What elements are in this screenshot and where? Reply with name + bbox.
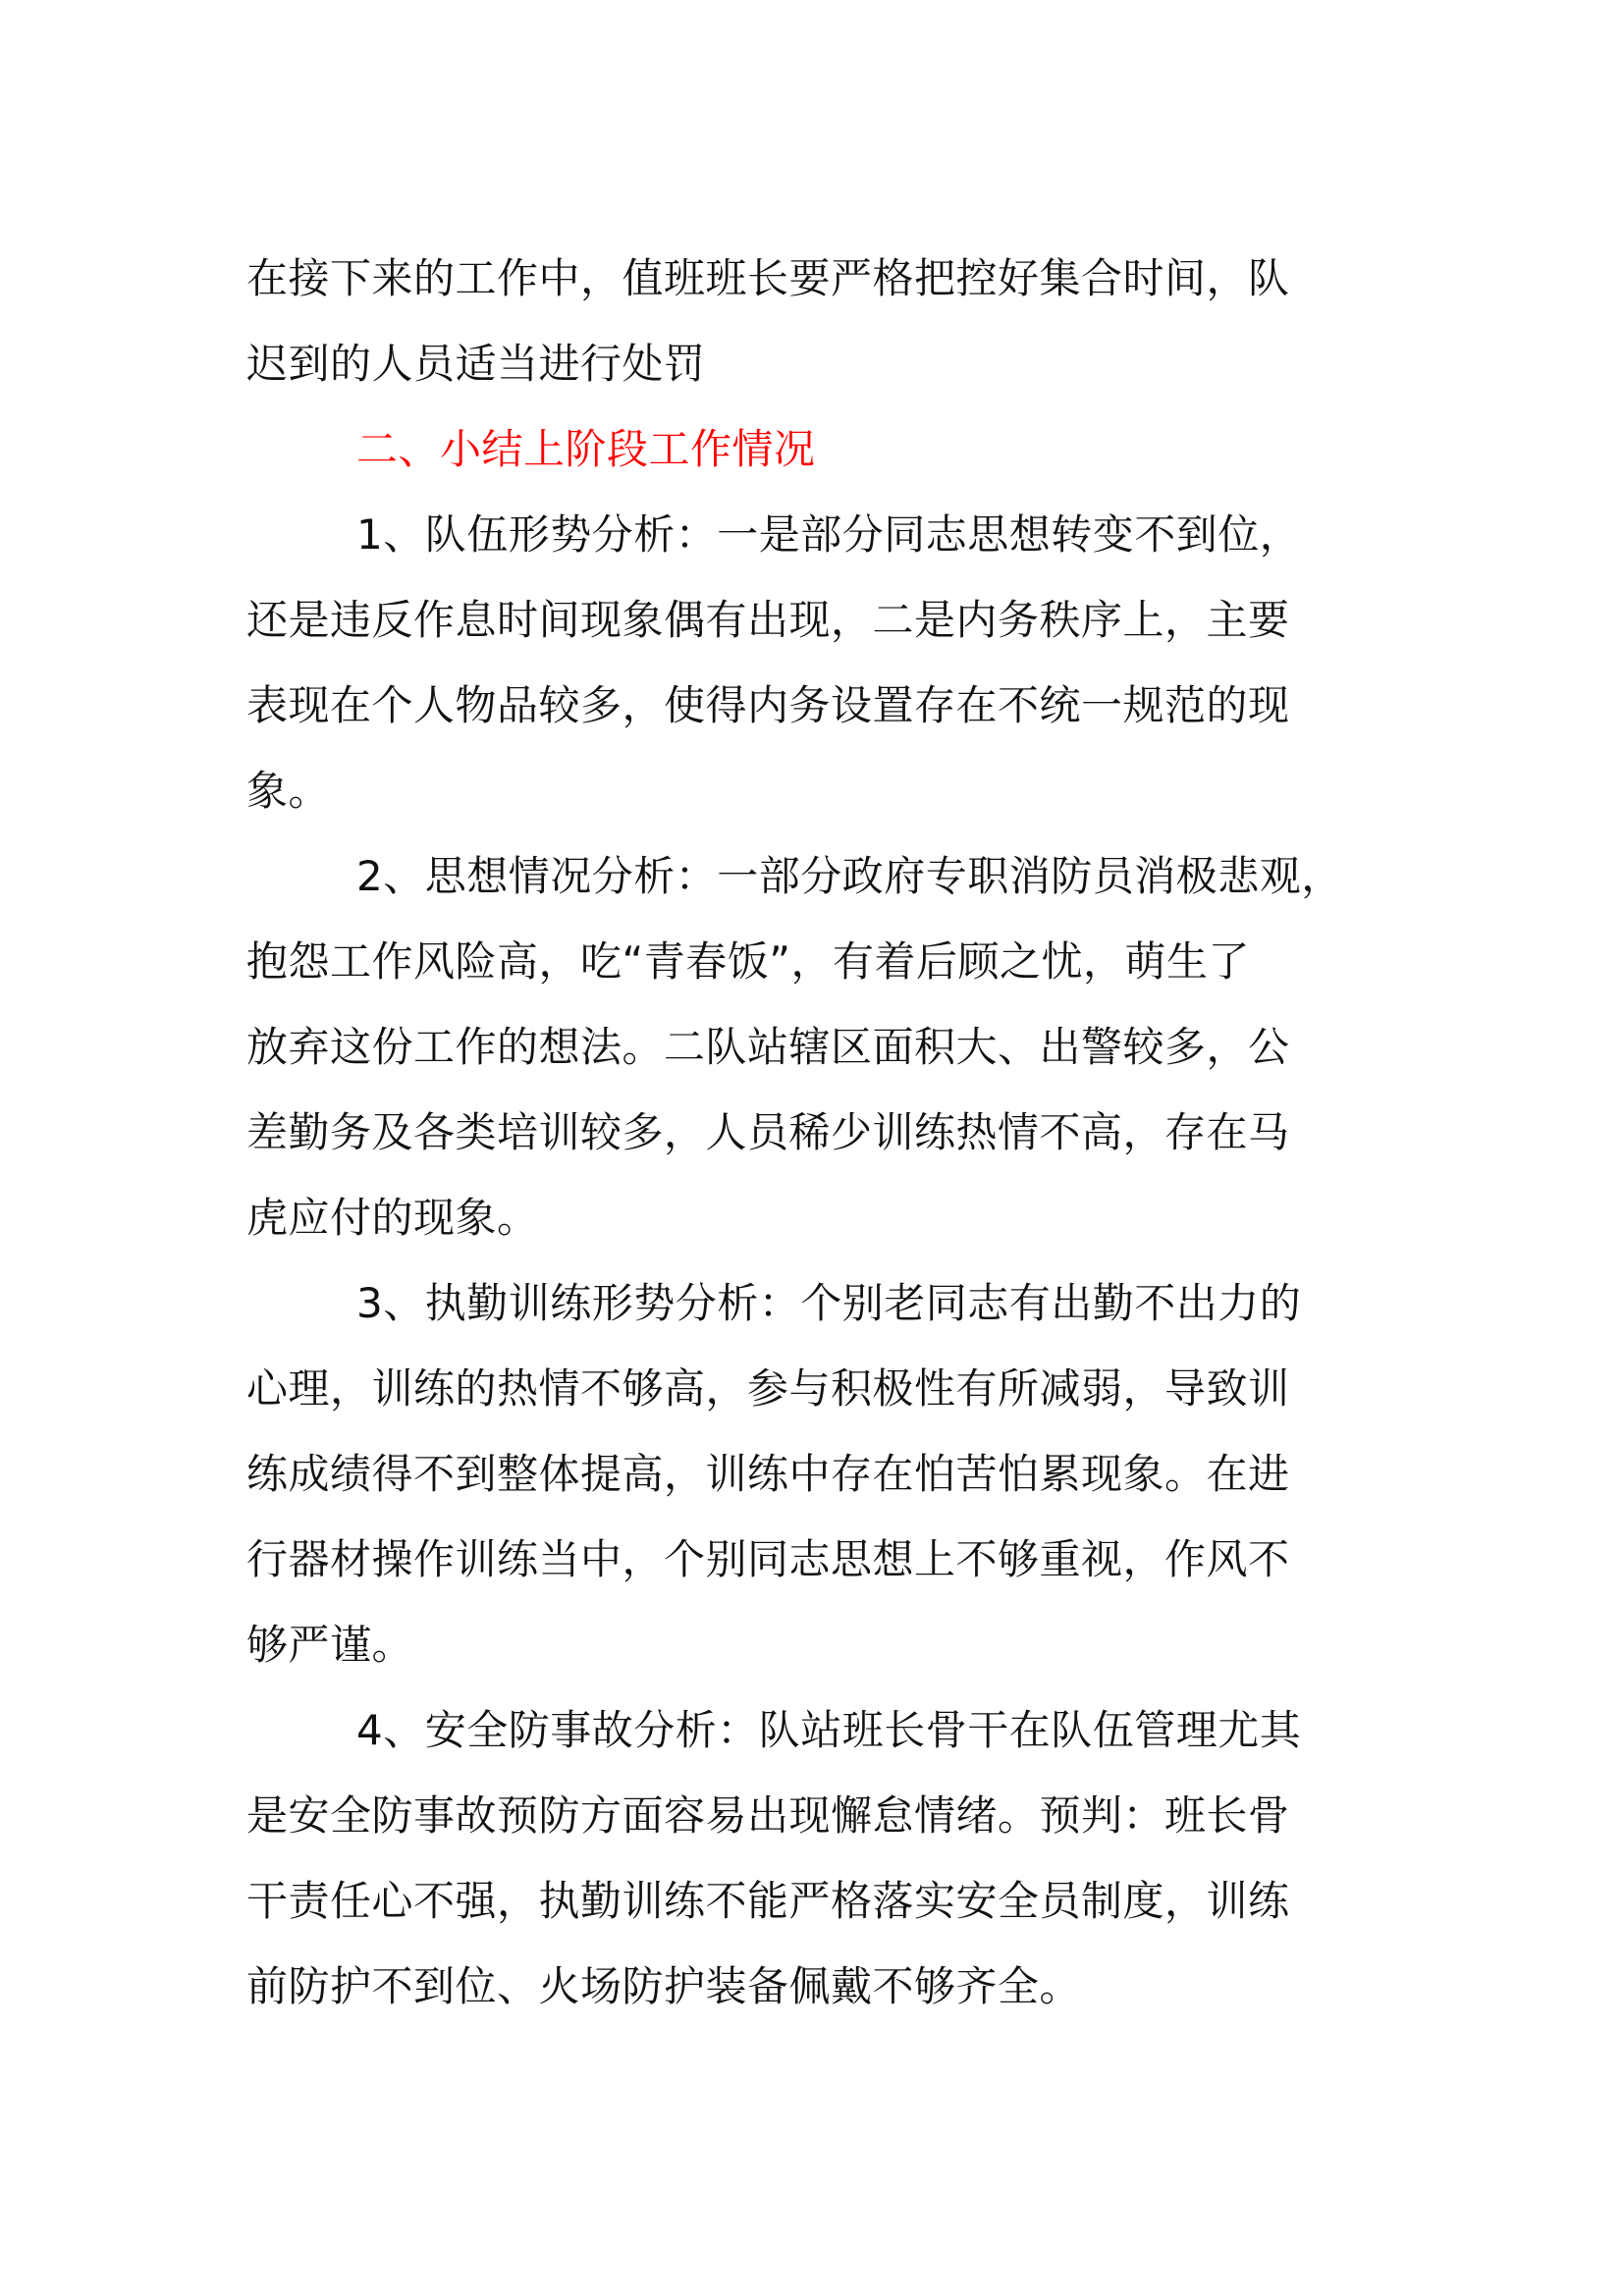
body-line: 干责任心不强，执勤训练不能严格落实安全员制度，训练 bbox=[246, 1877, 1290, 1925]
body-line: 心理，训练的热情不够高，参与积极性有所减弱，导致训 bbox=[246, 1364, 1290, 1413]
body-line: 放弃这份工作的想法。二队站辖区面积大、出警较多，公 bbox=[246, 1023, 1290, 1071]
body-line: 象。 bbox=[246, 767, 331, 815]
body-line: 练成绩得不到整体提高，训练中存在怕苦怕累现象。在进 bbox=[246, 1450, 1290, 1498]
body-line: 行器材操作训练当中，个别同志思想上不够重视，作风不 bbox=[246, 1535, 1290, 1583]
body-line: 够严谨。 bbox=[246, 1621, 414, 1669]
document-page bbox=[246, 236, 1356, 2029]
body-line: 迟到的人员适当进行处罚 bbox=[246, 340, 706, 388]
body-line: 在接下来的工作中，值班班长要严格把控好集合时间，队 bbox=[246, 254, 1290, 302]
section-heading: 二、小结上阶段工作情况 bbox=[356, 425, 816, 473]
body-line: 虎应付的现象。 bbox=[246, 1194, 539, 1242]
body-line: 还是违反作息时间现象偶有出现，二是内务秩序上，主要 bbox=[246, 596, 1290, 644]
body-line: 表现在个人物品较多，使得内务设置存在不统一规范的现 bbox=[246, 681, 1290, 729]
paragraph-start-line: 1、队伍形势分析：一是部分同志思想转变不到位， bbox=[356, 510, 1302, 559]
body-line: 抱怨工作风险高，吃“青春饭”，有着后顾之忧，萌生了 bbox=[246, 937, 1251, 986]
body-line: 前防护不到位、火场防护装备佩戴不够齐全。 bbox=[246, 1962, 1082, 2010]
paragraph-start-line: 4、安全防事故分析：队站班长骨干在队伍管理尤其 bbox=[356, 1706, 1302, 1754]
body-line: 差勤务及各类培训较多，人员稀少训练热情不高，存在马 bbox=[246, 1108, 1290, 1156]
paragraph-start-line: 3、执勤训练形势分析：个别老同志有出勤不出力的 bbox=[356, 1279, 1302, 1327]
paragraph-start-line: 2、思想情况分析：一部分政府专职消防员消极悲观， bbox=[356, 852, 1343, 900]
body-line: 是安全防事故预防方面容易出现懈怠情绪。预判：班长骨 bbox=[246, 1791, 1290, 1840]
